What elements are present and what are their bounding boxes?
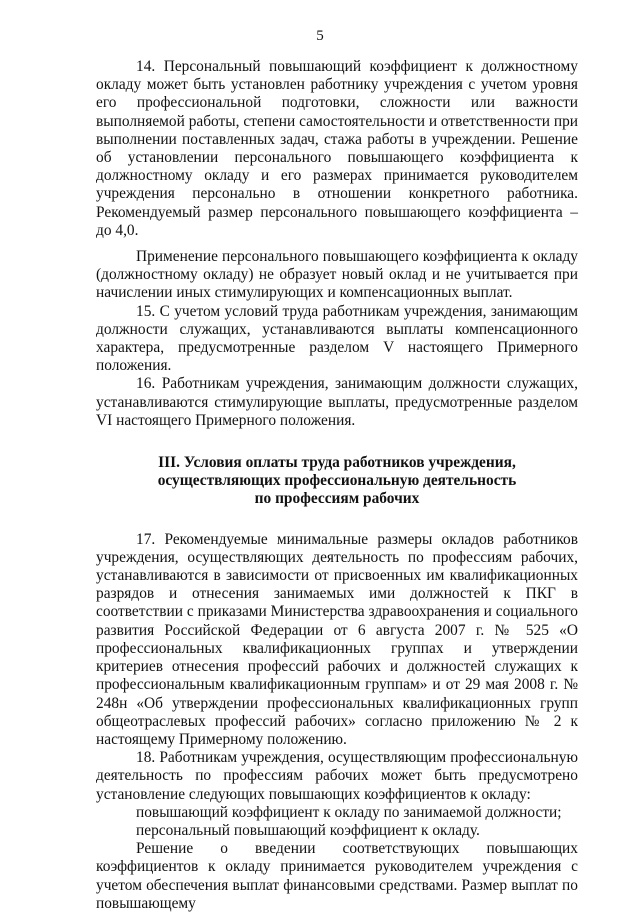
paragraph-17: 17. Рекомендуемые минимальные размеры окладов работников учреждения, осуществляющих деятельность по профессиям рабочих, устанавливаются в зависимости от присвоенных им квалификационных разрядов и отнесения занимаемых ими должностей к ПКГ в соответствии с приказами Министерства здравоохранения и социального развития Российской Федерации от 6 августа 2007 г. № 525 «О профессиональных квалификационных группах и утверждении критериев отнесения профессий рабочих и должностей служащих к профессиональным квалификационным группам» и от 29 мая 2008 г. № 248н «Об утверждении профессиональных квалификационных групп общеотраслевых профессий рабочих» согласно приложению № 2 к настоящему Примерному положению. [96,530,578,748]
paragraph-15: 15. С учетом условий труда работникам учреждения, занимающим должности служащих, устанавливаются выплаты компенсационного характера, предусмотренные разделом V настоящего Примерного положения. [96,302,578,375]
list-item-position-coefficient: повышающий коэффициент к окладу по занимаемой должности; [136,803,562,821]
list-item-personal-coefficient: персональный повышающий коэффициент к окладу. [136,821,480,839]
section-heading [96,454,578,509]
section-heading-line-1: III. Условия оплаты труда работников учреждения, [158,454,516,472]
document-body [96,58,578,913]
section-heading-line-3: по профессиям рабочих [254,490,420,508]
paragraph-coefficient-application: Применение персонального повышающего коэффициента к окладу (должностному окладу) не образует новый оклад и не учитывается при начислении иных стимулирующих и компенсационных выплат. [96,248,578,302]
paragraph-18: 18. Работникам учреждения, осуществляющим профессиональную деятельность по профессиям рабочих может быть предусмотрено установление следующих повышающих коэффициентов к окладу: [96,749,578,803]
page-number: 5 [316,28,324,44]
paragraph-decision: Решение о введении соответствующих повышающих коэффициентов к окладу принимается руководителем учреждения с учетом обеспечения выплат финансовыми средствами. Размер выплат по повышающему [96,840,578,912]
section-heading-line-2: осуществляющих профессиональную деятельность [157,472,517,490]
paragraph-16: 16. Работникам учреждения, занимающим должности служащих, устанавливаются стимулирующие выплаты, предусмотренные разделом VI настоящего Примерного положения. [96,375,578,429]
paragraph-14: 14. Персональный повышающий коэффициент к должностному окладу может быть установлен работнику учреждения с учетом уровня его профессиональной подготовки, сложности или важности выполняемой работы, степени самостоятельности и ответственности при выполнении поставленных задач, стажа работы в учреждении. Решение об установлении персонального повышающего коэффициента к должностному окладу и его размерах принимается руководителем учреждения персонально в отношении конкретного работника. Рекомендуемый размер персонального повышающего коэффициента – до 4,0. [96,58,578,239]
